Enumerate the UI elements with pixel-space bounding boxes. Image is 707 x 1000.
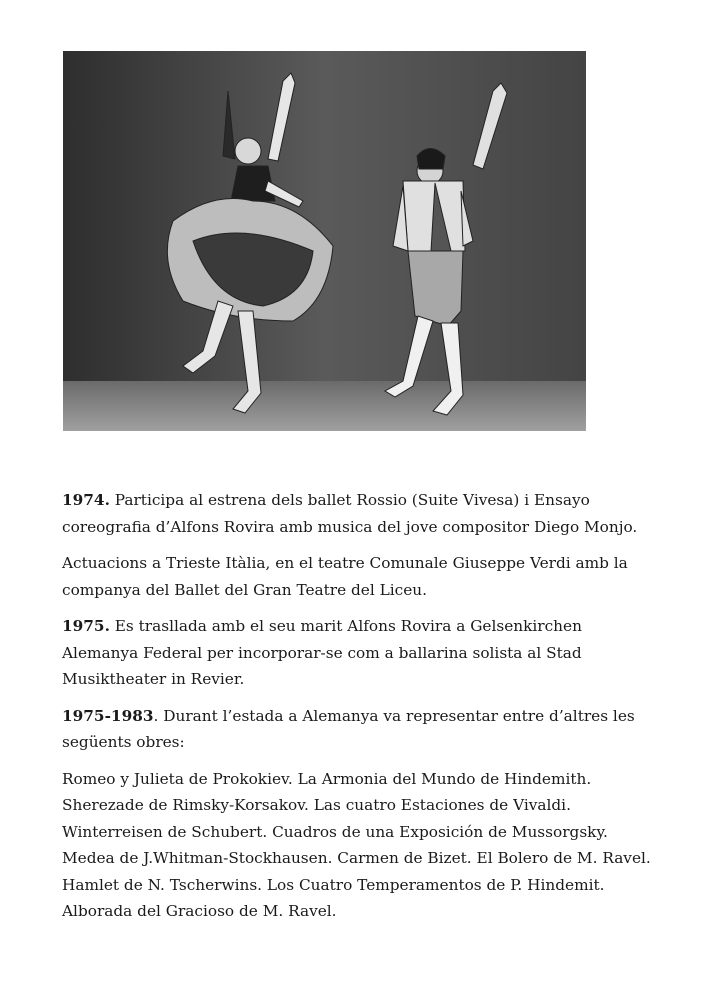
paragraph-trieste: Actuacions a Trieste Itàlia, en el teatre Comunale Giuseppe Verdi amb la companya del Ballet del Gran Teatre del Liceu. (62, 554, 628, 599)
body-text (62, 487, 662, 935)
ballet-photo (63, 51, 586, 431)
paragraph-works: Romeo y Julieta de Prokokiev. La Armonia del Mundo de Hindemith. Sherezade de Rimsky-Korsakov. Las cuatro Estaciones de Vivaldi. Winterreisen de Schubert. Cuadros de una Exposición de Mussorgsky. Medea de J.Whitman-Stockhausen. Carmen de Bizet. El Bolero de M. Ravel. Hamlet de N. Tscherwins. Los Cuatro Temperamentos de P. Hindemit. Alborada del Gracioso de M. Ravel. (62, 769, 651, 920)
paragraph-1974: 1974. Participa al estrena dels ballet Rossio (Suite Vivesa) i Ensayo coreografia d’Alfons Rovira amb musica del jove compositor Diego Monjo. (62, 491, 638, 536)
paragraph-1975-1983: 1975-1983. Durant l’estada a Alemanya va representar entre d’altres les següents obres: (62, 706, 635, 751)
paragraph-1975: 1975. Es traslladа amb el seu marit Alfons Rovira a Gelsenkirchen Alemanya Federal per incorporar-se com a ballarina solista al Stad Musiktheater in Revier. (62, 617, 582, 688)
